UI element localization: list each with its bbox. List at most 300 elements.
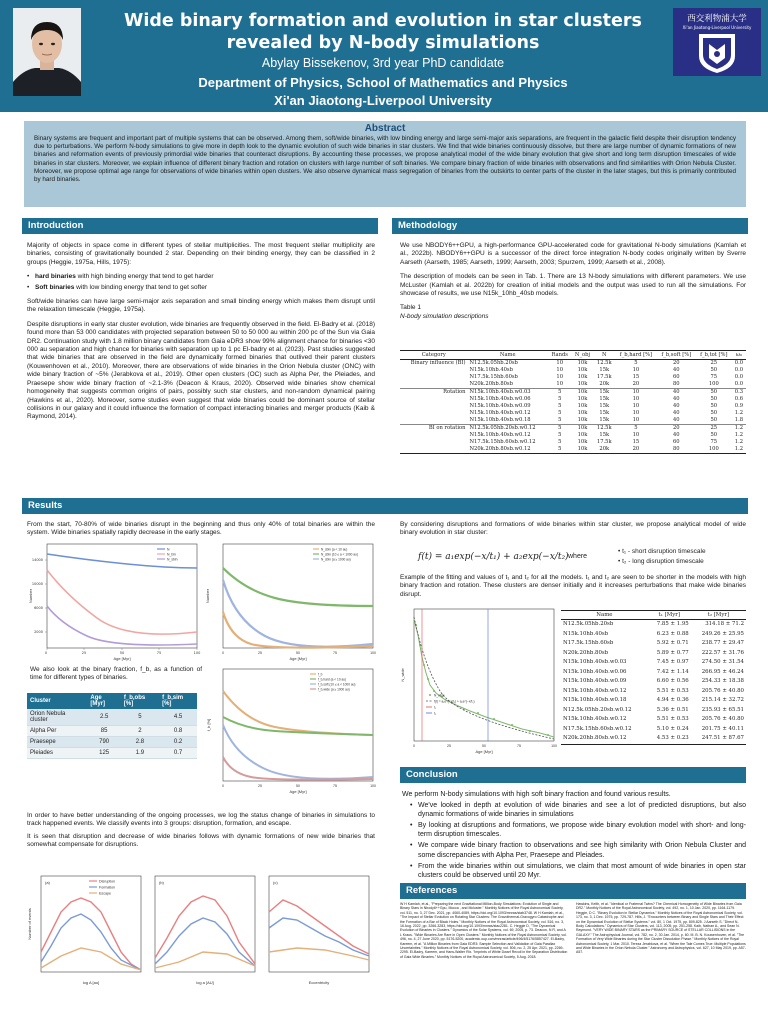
simulation-table-cell: N17.5k.15hb.60sb: [469, 374, 518, 380]
simulation-table-header-cell: Rands: [548, 351, 572, 360]
timescale-table-cell: 235.93 ± 65.51: [701, 706, 744, 713]
plot5a-xlabel: log A [au]: [82, 980, 100, 985]
simulation-table-cell: Binary influence (BI): [410, 360, 466, 366]
simulation-table-cell: 5: [558, 396, 562, 402]
abstract-text: Binary systems are frequent and important part of multiple systems that can be observed. Among them, soft/wide binaries, with low binding energy and large semi-major axis separations, are frequent in the galactic field despite their disruption tendency due to perturbations. We perform N-body simulations to give more in depth look to the dynamic evolution of such wide binaries in star clusters. We find that wide binaries continuously dissolve, but there are large number of dynamic formations of new binaries and reformation events of previously primordial wide binaries that counteract disruptions. By accounting these processes, we propose analytical model of the wide binary evolution that give short and long term disruption timescales of wide binaries in star clusters. Moreover, we explain influence of different binary fraction and rotation on clusters with large number of soft binaries. We compare binary fraction of wide binaries with observations and find similarities with Orion Nebula Cluster. Moreover, we propose optimal age range for observations of wide binaries within open clusters. We also observe dynamical mass segregation of binaries from the outskirts to center parts of the cluster in the later stages, but this is primarily contributed by hard binaries.: [34, 135, 736, 184]
plot2-legend-wide: N_sbin (a ≥ 1000 au): [321, 557, 351, 562]
simulation-table-cell: 10: [632, 403, 640, 409]
timescale-table-row: [561, 668, 746, 678]
simulation-table-body: [400, 360, 746, 454]
timescale-table-row: [561, 706, 746, 716]
plot-wide-binary-fit-svg: [400, 605, 558, 755]
timescale-table-cell: 201.75 ± 40.11: [701, 725, 744, 732]
results-paragraph-6: Example of the fitting and values of t₁ and t₂ for all the models. t₁ and t₂ are seen to be shorter in the models with high binary fraction and rotation. These clusters are denser initially and it increases perturbations that make wide binaries disrupt.: [400, 574, 746, 598]
simulation-table-row: [400, 367, 746, 374]
intro-hard-text: with high binding energy that tend to get harder: [75, 273, 214, 281]
intro-soft-label: Soft binaries: [35, 283, 75, 291]
simulation-table-cell: N17.5k.15hb.60sb.w0.12: [469, 439, 536, 445]
simulation-table-cell: 0.0: [734, 367, 744, 373]
simulation-table-cell: 15k: [599, 367, 610, 373]
plot-events-histograms: [27, 872, 377, 990]
svg-text:75: 75: [333, 651, 337, 655]
simulation-table-cell: 60: [672, 374, 680, 380]
timescale-table-cell: N15k.10hb.40sb.w0.03: [563, 659, 627, 665]
simulation-table-cell: 10: [556, 367, 564, 373]
plot5-legend-escape: Escape: [99, 891, 111, 896]
plot-population-vs-age: [27, 540, 202, 662]
simulation-table-cell: 10k: [577, 425, 588, 431]
abstract-title: Abstract: [364, 123, 406, 134]
timescale-table-cell: 7.85 ± 1.95: [656, 621, 689, 627]
simulation-table-cell: 80: [657, 381, 696, 389]
simulation-table-cell: 10: [615, 417, 657, 425]
binary-fraction-cell: 0.8: [159, 726, 197, 737]
conclusion-item: • We've looked in depth at evolution of wide binaries and see a lot of predicted disruptions, but also dynamic formations of wide binaries in simulations: [418, 801, 746, 819]
university-line: Xi'an Jiaotong-Liverpool University: [274, 93, 492, 108]
simulation-table-cell: [400, 439, 467, 446]
intro-paragraph-1: Majority of objects in space come in different types of stellar multiplicities. The most frequent stellar multiplicity are binaries, consisting of gravitationally bounded 2 star. Depending on their binding energy, they can be classified in 2 groups (Heggie, 1975a, Hills, 1975):: [27, 242, 375, 266]
simulation-table-cell: 40: [672, 432, 680, 438]
plot5a-label: (a): [45, 880, 50, 885]
simulation-table-row: [400, 381, 746, 389]
binary-fraction-cell: 5: [121, 709, 159, 726]
simulation-table-cell: 10: [556, 374, 564, 380]
simulation-table-cell: 10k: [577, 360, 588, 366]
plot5-ylabel: Number of events: [27, 908, 32, 940]
simulation-table-cell: 20: [672, 360, 680, 366]
simulation-table-cell: [400, 417, 467, 425]
simulation-table-header-cell: ω₀: [732, 351, 746, 360]
timescale-table-cell: 5.51 ± 0.53: [656, 716, 689, 722]
plot-wide-binary-fit: [400, 605, 558, 755]
simulation-table-cell: 5: [558, 432, 562, 438]
logo-subtext: Xi'an Jiaotong-Liverpool University: [682, 25, 752, 30]
simulation-table-cell: [400, 381, 467, 389]
timescale-table-row: [561, 620, 746, 630]
plot-binary-fraction-vs-age-svg: [205, 665, 378, 795]
conclusion-body: [402, 790, 746, 886]
formula-t2-desc: • t₂ - long disruption timescale: [618, 558, 704, 565]
svg-text:50: 50: [482, 744, 486, 748]
binary-fraction-cell: Alpha Per: [27, 726, 87, 737]
method-paragraph-1: We use NBODY6++GPU, a high-performance GPU-accelerated code for gravitational N-body simulations (Kamlah et al., 2022b). NBODY6++GPU is a successor of the direct force integration N-body codes originally written by Sverre Aarseth (Aarseth, 1985; Aarseth, 1999; Aarseth, 2003; Spurzem, 1999; Aarseth et al., 2008).: [400, 242, 746, 266]
plot4-legend-t1: t₁: [434, 705, 436, 710]
simulation-table-cell: N15k.10hb.40sb.w0.18: [467, 417, 548, 425]
simulation-table-row: [400, 389, 746, 397]
timescale-table-cell: 6.23 ± 0.88: [656, 630, 689, 637]
svg-text:100: 100: [551, 744, 557, 748]
intro-paragraph-2: Soft/wide binaries can have large semi-major axis separation and small binding energy which makes them disrupt until the relaxation timescale (Heggie, 1975a).: [27, 298, 375, 314]
simulation-table-cell: 5: [548, 446, 572, 454]
svg-text:50: 50: [296, 784, 300, 788]
timescale-table-body: [561, 620, 746, 745]
university-logo: [673, 8, 761, 76]
simulation-table-cell: 40: [672, 396, 680, 402]
timescale-table-cell: 5.51 ± 0.53: [656, 687, 689, 694]
simulation-table-cell: 10k: [571, 381, 593, 389]
svg-text:25: 25: [258, 651, 262, 655]
timescale-table-header-cell: Name: [561, 611, 648, 620]
simulation-table-cell: N15k.10hb.40sb: [469, 367, 513, 373]
intro-list-item-soft: [35, 284, 375, 292]
simulation-table-cell: 50: [710, 396, 718, 402]
timescale-table-cell: 5.36 ± 0.51: [656, 706, 689, 713]
simulation-table-cell: 5: [634, 425, 638, 431]
simulation-table-cell: N20k.20hb.80sb: [467, 381, 548, 389]
plot2-legend-close: N_sbin (a < 10 au): [321, 547, 348, 552]
timescale-table-cell: N15k.10hb.40sb.w0.18: [563, 697, 627, 703]
plot4-legend-t2: t₂: [434, 711, 437, 716]
simulation-table-cell: 1.2: [732, 446, 746, 454]
simulation-table-cell: 50: [710, 432, 718, 438]
simulation-table-cell: 15: [632, 374, 640, 380]
timescale-table-cell: N15k.10hb.40sb.w0.06: [563, 668, 627, 675]
simulation-table-cell: 5: [558, 403, 562, 409]
simulation-table-cell: 17.5k: [596, 439, 612, 445]
timescale-table-cell: N20k.20hb.80sb: [563, 649, 609, 656]
timescale-table-header-cell: t₂ [Myr]: [691, 611, 746, 620]
intro-soft-text: with low binding energy that tend to get softer: [74, 283, 207, 291]
simulation-table-cell: 12.5k: [596, 425, 612, 431]
methodology-body: [400, 242, 746, 321]
simulation-table-cell: 15k: [599, 432, 610, 438]
simulation-table-cell: [400, 446, 467, 454]
timescale-table-cell: 6.60 ± 0.56: [656, 678, 689, 684]
binary-fraction-cell: Praesepe: [27, 737, 87, 748]
simulation-table-header-cell: f_b,tot [%]: [696, 351, 732, 360]
timescale-table-cell: N12.5k.05hb.20sb: [563, 621, 614, 627]
simulation-table-cell: 10: [632, 410, 640, 416]
simulation-table-cell: 1.2: [734, 410, 744, 416]
poster-title: Wide binary formation and evolution in star clusters revealed by N-body simulations: [124, 11, 642, 53]
conclusion-item: • From the wide binaries within out simulations, we claim that most amount of wide binaries in open star clusters could be observed until 20 Myr.: [418, 862, 746, 880]
binary-fraction-table: [27, 693, 197, 759]
simulation-table-cell: 5: [558, 425, 562, 431]
simulation-table-cell: [400, 403, 467, 410]
simulation-table-cell: 10k: [577, 396, 588, 402]
simulation-table-cell: 40: [672, 367, 680, 373]
simulation-table-cell: 15k: [594, 417, 615, 425]
introduction-heading: Introduction: [22, 218, 378, 234]
simulation-table-cell: 50: [710, 389, 718, 395]
simulation-table-row: [400, 432, 746, 439]
results-paragraph-2: We also look at the binary fraction, f_b, as a function of time for different types of binaries.: [30, 666, 202, 682]
svg-text:50: 50: [296, 651, 300, 655]
results-events-paragraph: In order to have better understanding of the ongoing processes, we log the status change of binaries in simulations to track happened events. We classify events into 3 groups: disruption, formation, and escape.: [27, 812, 375, 828]
simulation-table-row: [400, 439, 746, 446]
simulation-table-cell: 60: [672, 439, 680, 445]
simulation-table-header-cell: Name: [467, 351, 548, 360]
svg-text:100: 100: [193, 651, 201, 655]
svg-text:0: 0: [222, 784, 224, 788]
binary-fraction-cell: 790: [87, 737, 121, 748]
simulation-table-cell: 50: [696, 417, 732, 425]
binary-fraction-header-cell: f_b,obs [%]: [121, 693, 159, 709]
binary-fraction-header-cell: Age [Myr]: [87, 693, 121, 709]
simulation-table-cell: 10k: [577, 410, 588, 416]
plot1-xlabel: Age [Myr]: [113, 656, 131, 661]
svg-text:10000: 10000: [31, 582, 43, 586]
simulation-table-cell: 0.0: [734, 360, 744, 366]
results-paragraph-3: [27, 812, 375, 856]
simulation-table-cell: 20: [615, 381, 657, 389]
plot2-xlabel: Age [Myr]: [289, 656, 307, 661]
author-line: Abylay Bissekenov, 3rd year PhD candidate: [261, 56, 505, 70]
simulation-table-cell: 10k: [577, 367, 588, 373]
intro-list-item-hard: [35, 273, 375, 281]
binary-fraction-cell: 1.9: [121, 748, 159, 759]
simulation-table-cell: 100: [696, 381, 732, 389]
timescale-table-cell: N20k.20hb.80sb.w0.12: [561, 734, 648, 744]
binary-fraction-header-cell: Cluster: [27, 693, 87, 709]
simulation-table-cell: N15k.10hb.40sb.w0.12: [469, 432, 531, 438]
svg-text:2000: 2000: [34, 630, 43, 634]
plot1-legend-nbin: N_bin: [167, 552, 176, 557]
svg-text:6000: 6000: [34, 606, 43, 610]
method-paragraph-2: The description of models can be seen in Tab. 1. There are 13 N-body simulations with different parameters. We use McLuster (Kamlah et al. 2022b) for creation of initial models and the output was used to run all the simulations. For showcase of results, we use N15k_10hb_40sb models.: [400, 273, 746, 298]
svg-text:25: 25: [81, 651, 87, 655]
binary-fraction-cell: 125: [87, 748, 121, 759]
simulation-table-cell: N20k.20hb.80sb.w0.12: [467, 446, 548, 454]
plot3-legend-fb: f_b: [318, 672, 323, 677]
svg-text:0: 0: [413, 744, 415, 748]
plot-binary-fraction-vs-age: [205, 665, 378, 795]
simulation-table-cell: 10: [556, 360, 564, 366]
simulation-table-cell: 20: [672, 425, 680, 431]
plot4-xlabel: Age [Myr]: [475, 749, 493, 754]
svg-text:25: 25: [258, 784, 262, 788]
simulation-table-cell: 40: [672, 389, 680, 395]
simulation-table-row: [400, 396, 746, 403]
timescale-table-cell: 5.92 ± 0.71: [656, 640, 689, 646]
plot3-xlabel: Age [Myr]: [289, 789, 307, 794]
table-title: N-body simulation descriptions: [400, 312, 489, 320]
simulation-table-row: [400, 410, 746, 417]
timescale-table-cell: 4.53 ± 0.23: [648, 734, 691, 744]
simulation-table-cell: 10: [632, 396, 640, 402]
binary-fraction-row: [27, 726, 197, 737]
timescale-table-cell: N17.5k.15hb.60sb.w0.12: [563, 725, 632, 732]
department-line: Department of Physics, School of Mathematics and Physics: [198, 75, 568, 90]
timescale-table-header: [561, 611, 746, 620]
simulation-table-row: [400, 425, 746, 433]
simulation-table-cell: 12.5k: [596, 360, 612, 366]
plot2-ylabel: Number: [205, 588, 210, 604]
simulation-table-cell: 15k: [599, 403, 610, 409]
timescale-table-cell: 5.89 ± 0.77: [656, 649, 689, 656]
references-heading: References: [400, 883, 746, 899]
simulation-table-cell: 1.2: [734, 432, 744, 438]
timescale-table-cell: N15k.10hb.40sb.w0.12: [563, 716, 627, 722]
svg-text:75: 75: [156, 651, 162, 655]
binary-fraction-cell: 0.7: [159, 748, 197, 759]
simulation-table-cell: 0.3: [734, 389, 744, 395]
timescale-table-row: [561, 630, 746, 640]
plot5-legend-formation: Formation: [99, 885, 116, 890]
binary-fraction-body: [27, 709, 197, 759]
intro-binary-list: [27, 273, 375, 292]
simulation-table-cell: 1.2: [734, 425, 744, 431]
formula-t1-text: t₁ - short disruption timescale: [622, 548, 706, 555]
simulation-table-cell: N12.5k.05hb.20sb.w0.12: [469, 425, 536, 431]
conclusion-item: • By looking at disruptions and formations, we propose wide binary evolution model with short- and long-term disruption timescales.: [418, 821, 746, 839]
plot4-ylabel: N_wide: [400, 668, 405, 682]
simulation-table-cell: 15k: [599, 389, 610, 395]
simulation-table-cell: 10k: [577, 403, 588, 409]
conclusion-heading: Conclusion: [400, 767, 746, 783]
simulation-table-cell: 10k: [571, 417, 593, 425]
simulation-table-cell: 25: [710, 360, 718, 366]
plot5c-label: (c): [273, 880, 278, 885]
abstract-box: [24, 121, 746, 207]
simulation-table-cell: 80: [657, 446, 696, 454]
timescale-table-row: [561, 649, 746, 659]
simulation-table-cell: 1.2: [734, 439, 744, 445]
svg-text:14000: 14000: [31, 558, 43, 562]
plot4-legend-fit: f(t) = a₁e^(−x/t₁) + a₂e^(−x/t₂): [434, 699, 475, 704]
simulation-table-cell: BI on rotation: [428, 425, 466, 431]
binary-fraction-cell: 4.5: [159, 709, 197, 726]
timescale-table-cell: 5.10 ± 0.24: [656, 725, 689, 732]
binary-fraction-header-cell: f_b,sim [%]: [159, 693, 197, 709]
simulation-table-cell: 5: [558, 410, 562, 416]
results-heading: Results: [22, 498, 748, 514]
disruption-timescale-table: [561, 610, 746, 745]
timescale-table-cell: 274.50 ± 31.54: [701, 659, 744, 665]
simulation-table-cell: 50: [710, 403, 718, 409]
intro-hard-label: hard binaries: [35, 273, 76, 281]
plot-soft-binaries-vs-age-svg: [205, 540, 378, 662]
simulation-table-header-cell: f_b,soft [%]: [657, 351, 696, 360]
simulation-table-cell: 50: [710, 410, 718, 416]
timescale-table-cell: N15k.10hb.40sb.w0.12: [563, 687, 627, 694]
timescale-table-row: [561, 658, 746, 668]
simulation-table-cell: 0.6: [734, 396, 744, 402]
plot3-legend-soft: f_b,soft (10 ≤ a < 1000 au): [318, 682, 356, 687]
binary-fraction-row: [27, 748, 197, 759]
plot3-ylabel: f_b [%]: [206, 718, 211, 732]
timescale-table-cell: 266.95 ± 46.24: [701, 668, 744, 675]
plot2-legend-mid: N_sbin (10 ≤ a < 1000 au): [321, 552, 358, 557]
simulation-table-cell: 17.5k: [596, 374, 612, 380]
simulation-table-header-cell: Category: [400, 351, 467, 360]
simulation-table-cell: 10k: [577, 374, 588, 380]
timescale-table-cell: 205.76 ± 40.80: [701, 687, 744, 694]
simulation-table-header-cell: N_obj: [571, 351, 593, 360]
simulation-table-cell: 100: [696, 446, 732, 454]
simulation-table-cell: [400, 432, 467, 439]
formula-text: f(t) = a₁exp(−x/t₁) + a₂exp(−x/t₂): [418, 552, 569, 562]
timescale-table-row: [561, 687, 746, 697]
poster-header: [0, 0, 768, 112]
simulation-table-cell: 10k: [571, 446, 593, 454]
simulation-table-row: [400, 360, 746, 368]
simulation-table-header-cell: N: [594, 351, 615, 360]
simulation-table-cell: 0.9: [734, 403, 744, 409]
simulation-table-cell: [400, 374, 467, 381]
formula-where: where: [568, 553, 588, 560]
simulation-table-cell: 0.0: [734, 374, 744, 380]
analytical-model-formula: [400, 545, 746, 573]
simulation-table-cell: 40: [657, 417, 696, 425]
timescale-table-header-cell: t₁ [Myr]: [648, 611, 691, 620]
binary-fraction-cell: Orion Nebula cluster: [27, 709, 87, 726]
binary-fraction-cell: 2.8: [121, 737, 159, 748]
simulation-table-cell: 20k: [594, 446, 615, 454]
conclusion-item: • We compare wide binary fraction to observations and see high similarity with Orion Nebula Cluster and some discrepancies with Alpha Per, Praesepe and Pleiades.: [418, 841, 746, 859]
simulation-table-cell: 1.8: [732, 417, 746, 425]
author-photo: [13, 8, 81, 96]
timescale-table-cell: N17.5k.15hb.60sb: [563, 640, 614, 646]
plot-events-histograms-svg: [27, 872, 377, 990]
simulation-table-cell: 0.0: [732, 381, 746, 389]
simulation-table-row: [400, 446, 746, 454]
simulation-table-cell: N15k.10hb.40sb.w0.03: [469, 389, 531, 395]
plot5b-xlabel: log a [AU]: [196, 980, 214, 985]
references-column-2: Hawkins, Keith, et al. "Identical or Fraternal Twins? The Chemical Homogeneity of Wide Binaries from Gaia DR2." Monthly Notices of the Royal Astronomical Society, vol. 492, no. 1, 10 Jan. 2020, pp. 1164-1179. Heggie, D C. "Binary Evolution in Stellar Dynamics." Monthly Notices of the Royal Astronomical Society, vol. 173, no. 3, 1 Dec. 1975, pp. 729-787. Hills, J. "Encounters between Binary and Single Stars and Their Effect on the Dynamical Evolution of Stellar Systems." vol. 80, 1 Oct. 1975, pp. 809-825. J Aarseth S. "Direct N-Body Calculations." Dynamics of Star Clusters, vol. 113, 2005, pp. 251-258. Kaib, Nathan A., and Sean N. Raymond. "VERY WIDE BINARY STARS as the PRIMARY SOURCE of STELLAR COLLISIONS in the GALAXY." The Astrophysical Journal, vol. 782, no. 2, 30 Jan. 2014, p. 60. M. B. N. Kouwenhoven, et al. "The Formation of Very Wide Binaries during the Star Cluster Dissolution Phase." Monthly Notices of the Royal Astronomical Society, 1 Mar. 2010. Tereza Jerabkova, et al. "When the Tale Comes True: Multiple Populations and Wide Binaries in the Orion Nebula Cluster." Astronomy and Astrophysics, vol. 627, 10 May 2019, pp. A57-A57.: [576, 902, 746, 955]
simulation-table-cell: 15k: [599, 410, 610, 416]
simulation-table-cell: 15: [632, 439, 640, 445]
timescale-table-row: [561, 677, 746, 687]
timescale-table-row: [561, 725, 746, 735]
simulation-table-cell: 50: [710, 367, 718, 373]
simulation-table-cell: Rotation: [443, 389, 466, 395]
simulation-table-cell: 10k: [577, 439, 588, 445]
timescale-table-cell: 247.51 ± 87.67: [691, 734, 746, 744]
simulation-table-cell: 5: [634, 360, 638, 366]
simulation-table-header-cell: f_b,hard [%]: [615, 351, 657, 360]
simulation-table-cell: 40: [672, 410, 680, 416]
binary-fraction-row: [27, 737, 197, 748]
conclusion-intro: We perform N-body simulations with high soft binary fraction and found various results.: [402, 791, 671, 798]
results-disruption-paragraph: It is seen that disruption and decrease of wide binaries follows with dynamic formations of new wide binaries that somewhat compensate for disruptions.: [27, 832, 375, 849]
intro-paragraph-3: Despite disruptions in early star cluster evolution, wide binaries are frequently observed in the field. El-Badry et al. (2018) found more than 53 000 candidates with projected separation between 50 to 50 000 au within 200 pc of the Sun via Gaia DR2. Continuation study with 1.8 million binary candidates from Gaia eDR3 show 99% alignment chance for binaries <30 000 au separation and high chance for binaries with separation up to 1 pc El-badry et al. (2023). Past studies suggested that wide binaries that are observed in the field are dynamically formed binaries that outlived their parent clusters (Kouwenhoven et al., 2010). Moreover, there are observations of wide binaries in the Orion Nebula cluster (ONC) with wide binary fraction of ~5% (Jerabkova et al., 2019). Other open clusters (OC) such as Alpha Per, the Pleiades, and Praesepe show wide binary fraction of ~2.1-3% (Deacon & Kraus, 2020). Observed wide binaries show chemical homogeneity that suggests common origins of pairs, possibly such star clusters, and non-random dynamical pairing (Hawkins et al., 2020). Moreover, some studies even suggest that wide binaries could be dominant source of stellar collisions in our galaxy and it could influence the formation of compact interacting binaries and merger products (Kaib & Raymond, 2014).: [27, 320, 375, 421]
simulation-table-cell: [400, 396, 467, 403]
plot5-legend-disruption: Disruption: [99, 879, 116, 884]
binary-fraction-cell: 2.5: [87, 709, 121, 726]
timescale-table-cell: 238.77 ± 29.47: [701, 640, 744, 646]
plot3-legend-hard: f_b,hard (a < 10 au): [318, 677, 347, 682]
svg-text:75: 75: [517, 744, 521, 748]
timescale-table-cell: 215.14 ± 32.72: [701, 697, 744, 703]
introduction-body: [27, 242, 375, 428]
plot-soft-binaries-vs-age: [205, 540, 378, 662]
simulation-table-cell: 75: [710, 374, 718, 380]
svg-text:50: 50: [119, 651, 125, 655]
timescale-table-cell: 7.42 ± 1.14: [656, 668, 689, 675]
conclusion-list: [410, 801, 746, 880]
plot4-legend-nwide: N_wide: [434, 693, 445, 698]
timescale-table-cell: 314.18 ± 71.2: [705, 621, 744, 627]
svg-text:75: 75: [333, 784, 337, 788]
plot-population-vs-age-svg: [27, 540, 202, 662]
plot1-legend-nsbin: N_sbin: [167, 557, 178, 562]
simulation-table-header: [400, 351, 746, 360]
methodology-heading: Methodology: [392, 218, 748, 234]
simulation-table-cell: 10k: [577, 389, 588, 395]
svg-text:100: 100: [370, 651, 376, 655]
svg-text:0: 0: [222, 651, 224, 655]
logo-text: 西交利物浦大学: [687, 14, 747, 24]
simulation-table-cell: [400, 410, 467, 417]
simulation-table-cell: 20k: [594, 381, 615, 389]
simulation-table-cell: N12.5k.05hb.20sb: [469, 360, 518, 366]
svg-text:25: 25: [447, 744, 451, 748]
binary-fraction-cell: 85: [87, 726, 121, 737]
timescale-table-cell: N15k.10hb.40sb: [563, 630, 609, 637]
simulation-table-cell: 10: [548, 381, 572, 389]
table-caption: Table 1: [400, 304, 421, 312]
